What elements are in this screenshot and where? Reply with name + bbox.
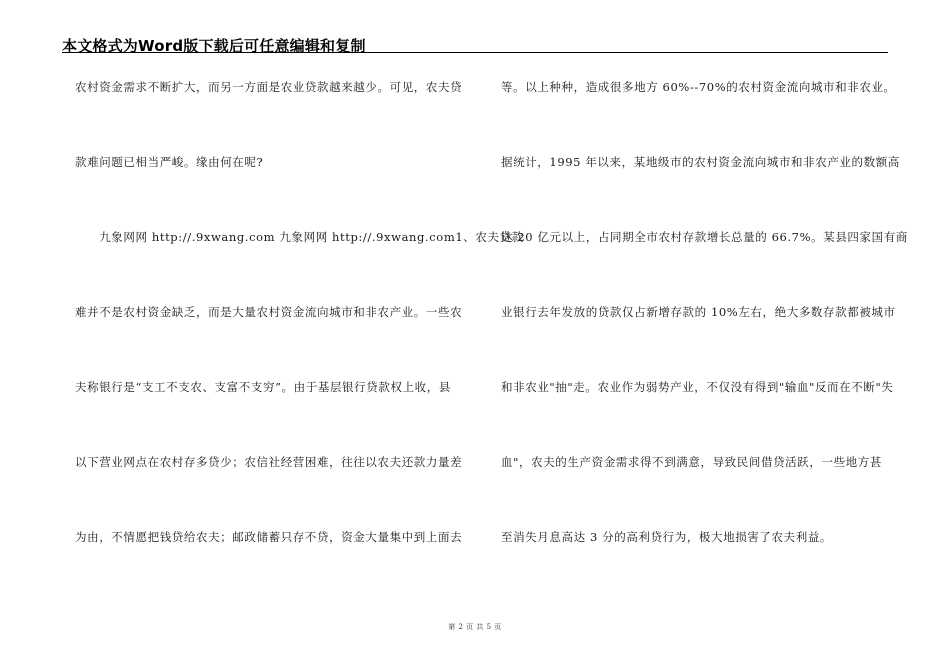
left-line-2: 款难问题已相当严峻。缘由何在呢?: [75, 155, 264, 169]
right-line-1: 等。以上种种，造成很多地方 60%--70%的农村资金流向城市和非农业。: [501, 80, 896, 94]
left-line-7: 为由，不情愿把钱贷给农夫；邮政储蓄只存不贷，资金大量集中到上面去: [75, 530, 463, 544]
left-line-1: 农村资金需求不断扩大，而另一方面是农业贷款越来越少。可见，农夫贷: [75, 80, 463, 94]
page-header-title: 本文格式为Word版下载后可任意编辑和复制: [62, 37, 366, 55]
right-line-4: 业银行去年发放的贷款仅占新增存款的 10%左右，绝大多数存款都被城市: [501, 305, 896, 319]
left-line-5: 夫称银行是“支工不支农、支富不支穷”。由于基层银行贷款权上收，县: [75, 380, 451, 394]
right-line-3: 达 20 亿元以上，占同期全市农村存款增长总量的 66.7%。某县四家国有商: [501, 230, 908, 244]
right-line-2: 据统计，1995 年以来，某地级市的农村资金流向城市和非农产业的数额高: [501, 155, 900, 169]
left-line-4: 难并不是农村资金缺乏，而是大量农村资金流向城市和非农产业。一些农: [75, 305, 463, 319]
header-divider: [62, 52, 888, 53]
right-line-6: 血"，农夫的生产资金需求得不到满意，导致民间借贷活跃，一些地方甚: [501, 455, 882, 469]
right-line-7: 至消失月息高达 3 分的高利贷行为，极大地损害了农夫利益。: [501, 530, 833, 544]
right-line-5: 和非农业"抽"走。农业作为弱势产业，不仅没有得到"输血"反而在不断"失: [501, 380, 894, 394]
page-number-footer: 第 2 页 共 5 页: [448, 623, 502, 631]
left-line-3: 九象网网 http://.9xwang.com 九象网网 http://.9xwang.com1、农夫贷款: [75, 230, 524, 244]
left-line-6: 以下营业网点在农村存多贷少；农信社经营困难，往往以农夫还款力量差: [75, 455, 463, 469]
